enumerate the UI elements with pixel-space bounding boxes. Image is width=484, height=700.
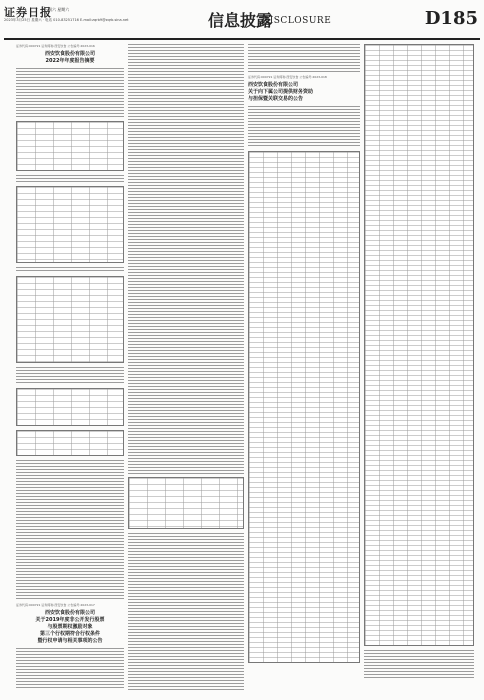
- announcement-title-line: 与股票期权激励对象: [47, 624, 93, 630]
- announcement-title-line: 与担保暨关联交易的公告: [248, 96, 304, 102]
- text-block: [16, 68, 124, 118]
- company-info-table: [16, 121, 124, 171]
- announcement-title-line: 关于2019年度非公开发行股票: [35, 617, 105, 623]
- data-table: [128, 477, 244, 529]
- announcement-meta: 证券代码:000721 证券简称:西安饮食 公告编号:2023-016: [16, 44, 95, 48]
- column-body-text: [128, 44, 244, 692]
- masthead-subtitle: 周六 星期六: [48, 7, 70, 12]
- announcement-meta: 证券代码:000721 证券简称:西安饮食 公告编号:2023-017: [16, 603, 95, 607]
- guarantee-table-continued: [364, 44, 474, 646]
- announcement-title: [16, 51, 124, 65]
- page-number: D185: [424, 8, 478, 29]
- column-continuation-table: [364, 44, 474, 692]
- newspaper-header: [4, 4, 480, 40]
- announcement-title: [248, 82, 360, 103]
- text-block: [16, 367, 124, 385]
- announcement-title-line: 西安饮食股份有限公司: [248, 82, 299, 88]
- text-block: [364, 650, 474, 680]
- text-block: [128, 533, 244, 692]
- announcement-title: [16, 610, 124, 645]
- announcement-title-line: 第三个行权期符合行权条件: [39, 631, 100, 637]
- newspaper-masthead: 证券日报: [4, 6, 52, 19]
- announcement-title-line: 西安饮食股份有限公司: [44, 51, 95, 57]
- announcement-title-line: 暨行权申请与相关事项的公告: [37, 638, 103, 644]
- header-rule: [4, 38, 480, 40]
- section-title: 信息披露: [208, 11, 273, 30]
- bond-info-table: [16, 430, 124, 456]
- shareholder-table: [16, 276, 124, 363]
- text-block: [16, 267, 124, 273]
- announcement-title-line: 关于向下属公司提供财务资助: [248, 89, 314, 95]
- text-block: [16, 175, 124, 183]
- text-block: [248, 106, 360, 148]
- guarantee-table: [248, 151, 360, 663]
- text-block: [248, 44, 360, 72]
- text-block: [16, 460, 124, 600]
- announcement-title-line: 2022年年度报告摘要: [45, 58, 95, 64]
- column-annual-report: [16, 44, 124, 692]
- financial-data-table: [16, 186, 124, 263]
- section-title-english: DISCLOSURE: [262, 16, 332, 26]
- text-block: [128, 44, 244, 474]
- text-block: [16, 648, 124, 688]
- column-financial-assistance: [248, 44, 360, 692]
- quarterly-data-table: [16, 388, 124, 426]
- announcement-title-line: 西安饮食股份有限公司: [44, 610, 95, 616]
- issue-dateline: 2023年3月25日 星期六 · 电话 010-83251716 E-mail:zqrb9@zqrb.sina.net: [4, 18, 129, 22]
- announcement-meta: 证券代码:000721 证券简称:西安饮食 公告编号:2023-018: [248, 75, 327, 79]
